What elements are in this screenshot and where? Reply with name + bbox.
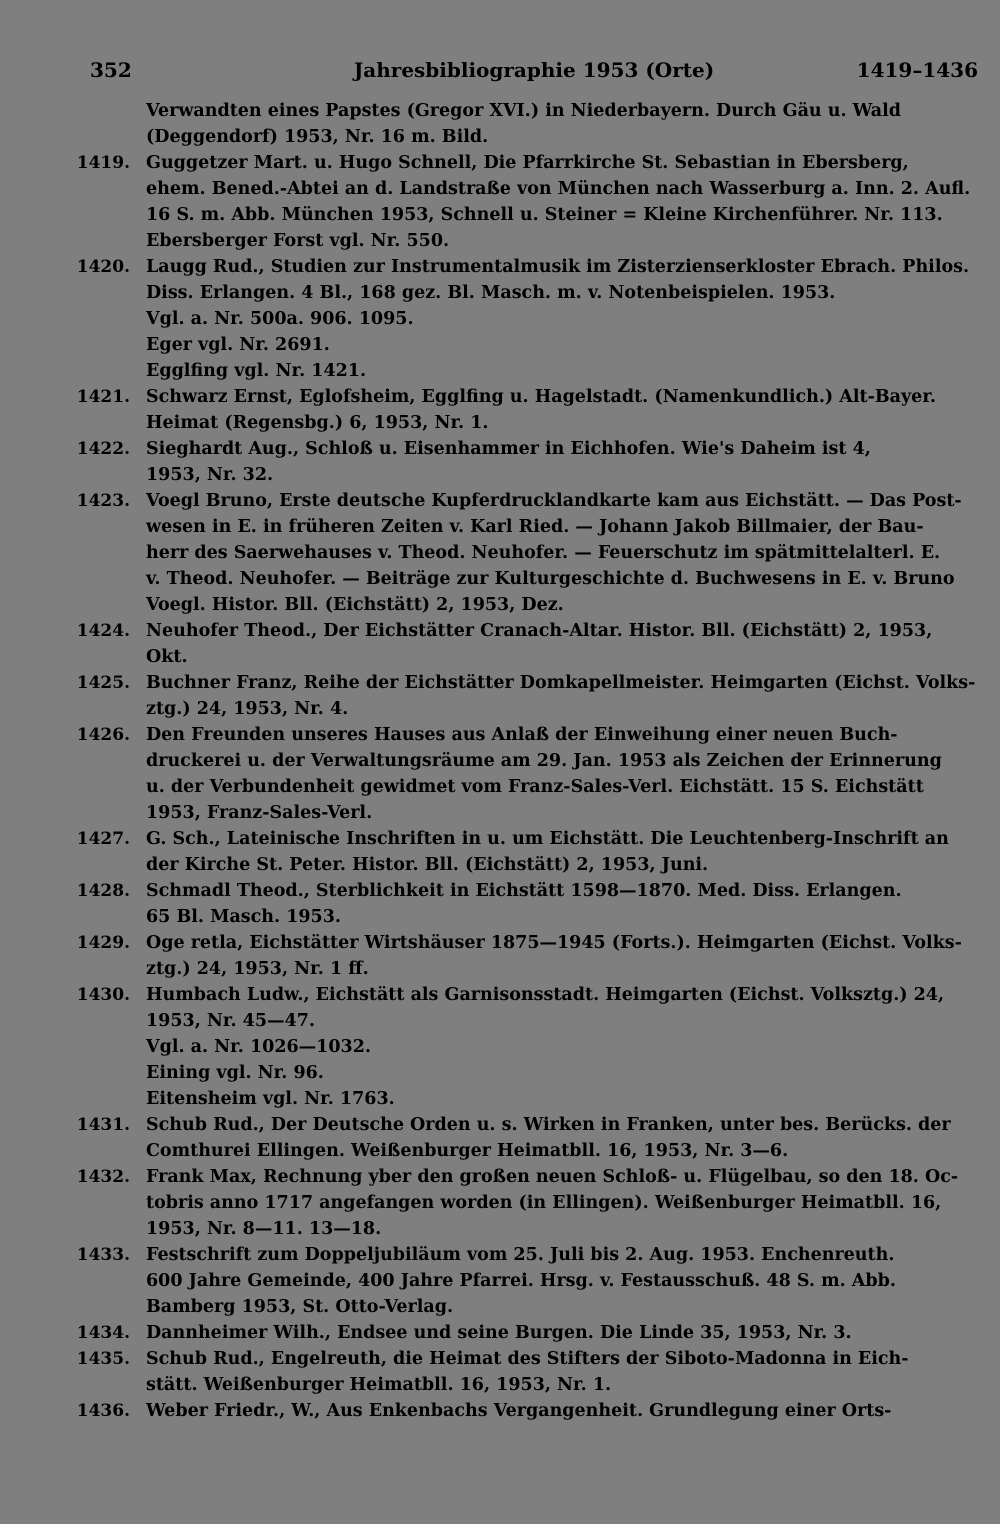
bibliography-entry [0, 670, 1000, 722]
entry-number: 1429. [76, 933, 130, 953]
entry-number: 1433. [76, 1245, 130, 1265]
bibliography-entry [0, 254, 1000, 384]
entry-number: 1420. [76, 257, 130, 277]
entry-text: Frank Max, Rechnung yber den großen neuen Schloß- u. Flügelbau, so den 18. Oc- tobris anno 1717 angefangen worden (in Ellingen). Weißenburger Heimatbll. 16, 1953, Nr. 8—11. 13—18. [146, 1167, 959, 1239]
entry-text: Buchner Franz, Reihe der Eichstätter Domkapellmeister. Heimgarten (Eichst. Volks- ztg.) 24, 1953, Nr. 4. [146, 673, 976, 719]
entry-number: 1422. [76, 439, 130, 459]
entry-range: 1419–1436 [856, 58, 978, 82]
entry-number: 1436. [76, 1401, 130, 1421]
entry-number: 1419. [76, 153, 130, 173]
entry-text: Verwandten eines Papstes (Gregor XVI.) in Niederbayern. Durch Gäu u. Wald (Deggendorf) 1953, Nr. 16 m. Bild. [146, 101, 901, 147]
entry-text: Humbach Ludw., Eichstätt als Garnisonsstadt. Heimgarten (Eichst. Volksztg.) 24, 1953, Nr. 45—47. Vgl. a. Nr. 1026—1032. Eining vgl. Nr. 96. Eitensheim vgl. Nr. 1763. [146, 985, 945, 1109]
bibliography-entry [0, 1112, 1000, 1164]
entry-number: 1423. [76, 491, 130, 511]
bibliography-entry [0, 436, 1000, 488]
entry-number: 1430. [76, 985, 130, 1005]
entry-number: 1426. [76, 725, 130, 745]
entry-text: Dannheimer Wilh., Endsee und seine Burgen. Die Linde 35, 1953, Nr. 3. [146, 1323, 852, 1343]
bibliography-entry [0, 1398, 1000, 1424]
entry-text: Schwarz Ernst, Eglofsheim, Egglfing u. Hagelstadt. (Namenkundlich.) Alt-Bayer. Heimat (Regensbg.) 6, 1953, Nr. 1. [146, 387, 937, 433]
entry-number: 1421. [76, 387, 130, 407]
entry-text: Festschrift zum Doppeljubiläum vom 25. Juli bis 2. Aug. 1953. Enchenreuth. 600 Jahre Gemeinde, 400 Jahre Pfarrei. Hrsg. v. Festausschuß. 48 S. m. Abb. Bamberg 1953, St. Otto-Verlag. [146, 1245, 896, 1317]
bibliography-entry [0, 1346, 1000, 1398]
bibliography-entry [0, 488, 1000, 618]
entry-number: 1427. [76, 829, 130, 849]
entry-text: Oge retla, Eichstätter Wirtshäuser 1875—1945 (Forts.). Heimgarten (Eichst. Volks- ztg.) 24, 1953, Nr. 1 ff. [146, 933, 962, 979]
bibliography-entry [0, 618, 1000, 670]
bibliography-entries [0, 98, 1000, 1424]
bibliography-entry [0, 1320, 1000, 1346]
entry-text: Neuhofer Theod., Der Eichstätter Cranach-Altar. Histor. Bll. (Eichstätt) 2, 1953, Okt. [146, 621, 933, 667]
entry-number: 1434. [76, 1323, 130, 1343]
entry-number: 1425. [76, 673, 130, 693]
entry-number: 1431. [76, 1115, 130, 1135]
bibliography-entry [0, 930, 1000, 982]
bibliography-entry [0, 1242, 1000, 1320]
bibliography-entry [0, 1164, 1000, 1242]
bibliography-entry [0, 878, 1000, 930]
entry-text: Schub Rud., Engelreuth, die Heimat des Stifters der Siboto-Madonna in Eich- stätt. Weißenburger Heimatbll. 16, 1953, Nr. 1. [146, 1349, 909, 1395]
entry-text: Weber Friedr., W., Aus Enkenbachs Vergangenheit. Grundlegung einer Orts- [146, 1401, 892, 1421]
entry-text: Laugg Rud., Studien zur Instrumentalmusik im Zisterzienserkloster Ebrach. Philos. Diss. Erlangen. 4 Bl., 168 gez. Bl. Masch. m. v. Notenbeispielen. 1953. Vgl. a. Nr. 500a. 906. 1095. Eger vgl. Nr. 2691. Egglfing vgl. Nr. 1421. [146, 257, 970, 381]
page-number: 352 [90, 58, 132, 82]
entry-text: Sieghardt Aug., Schloß u. Eisenhammer in Eichhofen. Wie's Daheim ist 4, 1953, Nr. 32. [146, 439, 871, 485]
entry-text: Voegl Bruno, Erste deutsche Kupferdrucklandkarte kam aus Eichstätt. — Das Post- wesen in E. in früheren Zeiten v. Karl Ried. — Johann Jakob Billmaier, der Bau- herr des Saerwehauses v. Theod. Neuhofer. — Feuerschutz im spätmittelalterl. E. v. Theod. Neuhofer. — Beiträge zur Kulturgeschichte d. Buchwesens in E. v. Bruno Voegl. Histor. Bll. (Eichstätt) 2, 1953, Dez. [146, 491, 962, 615]
entry-number: 1428. [76, 881, 130, 901]
running-title: Jahresbibliographie 1953 (Orte) [353, 58, 715, 82]
bibliography-entry [0, 98, 1000, 150]
entry-text: Schmadl Theod., Sterblichkeit in Eichstätt 1598—1870. Med. Diss. Erlangen. 65 Bl. Masch. 1953. [146, 881, 902, 927]
entry-number: 1424. [76, 621, 130, 641]
page-header [90, 58, 978, 88]
entry-text: Den Freunden unseres Hauses aus Anlaß der Einweihung einer neuen Buch- druckerei u. der Verwaltungsräume am 29. Jan. 1953 als Zeichen der Erinnerung u. der Verbundenheit gewidmet vom Franz-Sales-Verl. Eichstätt. 15 S. Eichstätt 1953, Franz-Sales-Verl. [146, 725, 942, 823]
entry-number: 1432. [76, 1167, 130, 1187]
entry-text: Guggetzer Mart. u. Hugo Schnell, Die Pfarrkirche St. Sebastian in Ebersberg, ehem. Bened.-Abtei an d. Landstraße von München nach Wasserburg a. Inn. 2. Aufl. 16 S. m. Abb. München 1953, Schnell u. Steiner = Kleine Kirchenführer. Nr. 113. Ebersberger Forst vgl. Nr. 550. [146, 153, 971, 251]
bibliography-entry [0, 384, 1000, 436]
bibliography-entry [0, 150, 1000, 254]
entry-number: 1435. [76, 1349, 130, 1369]
bibliography-entry [0, 722, 1000, 826]
entry-text: Schub Rud., Der Deutsche Orden u. s. Wirken in Franken, unter bes. Berücks. der Comthurei Ellingen. Weißenburger Heimatbll. 16, 1953, Nr. 3—6. [146, 1115, 951, 1161]
bibliography-entry [0, 826, 1000, 878]
bibliography-entry [0, 982, 1000, 1112]
entry-text: G. Sch., Lateinische Inschriften in u. um Eichstätt. Die Leuchtenberg-Inschrift an der Kirche St. Peter. Histor. Bll. (Eichstätt) 2, 1953, Juni. [146, 829, 949, 875]
